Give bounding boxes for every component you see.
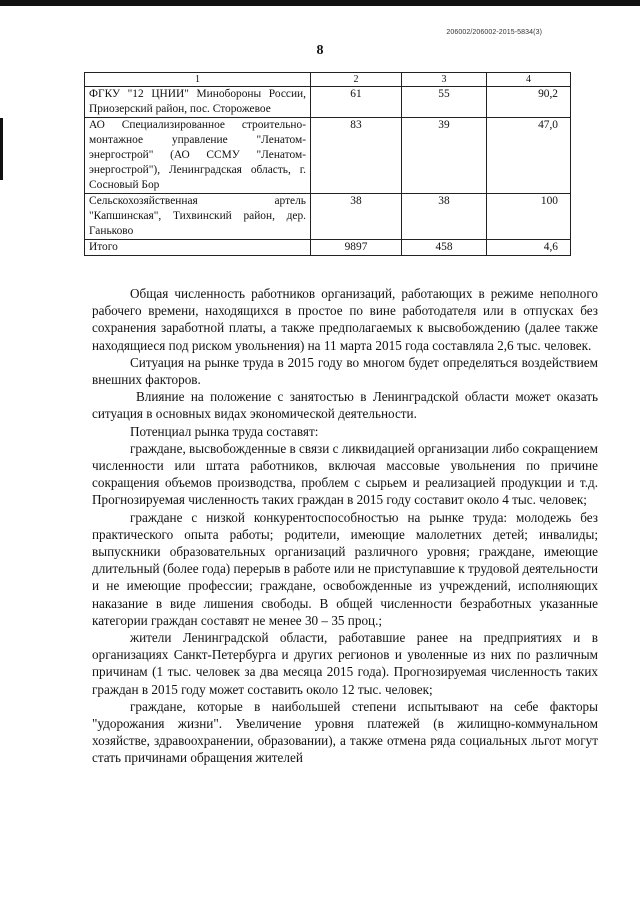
paragraph: граждане с низкой конкурентоспособностью на рынке труда: молодежь без практического опыта работы; родители, имеющие малолетних детей; инвалиды; выпускники образовательных организаций различного уровня; граждане, имеющие длительный (более года) перерыв в работе или не приступавшие к трудовой деятельности и не имеющие профессии; граждане, освобожденные из учреждений, исполняющих наказание в виде лишения свободы. В общей численности безработных указанные категории граждан составят не менее 30 – 35 проц.;: [92, 509, 598, 628]
column-header: 2: [311, 73, 402, 87]
paragraph: граждане, высвобожденные в связи с ликвидацией организации либо сокращением численности или штата работников, включая массовые увольнения по причине сокращения объемов производства, проблем с сырьем и реализацией продукции и т.д. Прогнозируемая численность таких граждан в 2015 году составит около 4 тыс. человек;: [92, 440, 598, 508]
column-header: 3: [402, 73, 487, 87]
table-cell: 458: [402, 240, 487, 256]
employment-table: [84, 72, 571, 256]
table-cell: 61: [311, 87, 402, 118]
body-text: [92, 285, 598, 767]
table-cell: 39: [402, 118, 487, 194]
table-cell: 100: [487, 194, 571, 240]
column-header: 4: [487, 73, 571, 87]
table-row: [85, 194, 571, 240]
table-cell: 55: [402, 87, 487, 118]
table-cell: 9897: [311, 240, 402, 256]
organization-name: ФГКУ "12 ЦНИИ" Минобороны России, Приозерский район, пос. Сторожевое: [85, 87, 311, 118]
paragraph: Потенциал рынка труда составят:: [130, 423, 319, 439]
table-cell: 38: [311, 194, 402, 240]
paragraph: Ситуация на рынке труда в 2015 году во многом будет определяться воздействием внешних факторов.: [92, 354, 598, 388]
table-cell: 47,0: [487, 118, 571, 194]
paragraph: Влияние на положение с занятостью в Ленинградской области может оказать ситуация в основных видах экономической деятельности.: [92, 389, 598, 422]
column-header: 1: [85, 73, 311, 87]
table-row: [85, 118, 571, 194]
table-cell: 90,2: [487, 87, 571, 118]
organization-name: Сельскохозяйственная артель "Капшинская", Тихвинский район, дер. Ганьково: [85, 194, 311, 240]
table-row: [85, 87, 571, 118]
paragraph: Общая численность работников организаций, работающих в режиме неполного рабочего времени, находящихся в простое по вине работодателя или в отпусках без сохранения заработной платы, а также предполагаемых к высвобождению (далее также находящиеся под риском увольнения) на 11 марта 2015 года составляла 2,6 тыс. человек.: [92, 286, 598, 353]
table-cell: 83: [311, 118, 402, 194]
paragraph: жители Ленинградской области, работавшие ранее на предприятиях и в организациях Санкт-Петербурга и других регионов и уволенные из них по различным причинам (1 тыс. человек за два месяца 2015 года). Прогнозируемая численность таких граждан в 2015 году может составить около 12 тыс. человек;: [92, 630, 598, 697]
document-code: 206002/206002-2015-5834(3): [446, 29, 542, 36]
table-cell: 4,6: [487, 240, 571, 256]
organization-name: АО Специализированное строительно-монтажное управление "Ленатом-энергострой" (АО ССМУ "Ленатом-энергострой"), Ленинградская область, г. Сосновый Бор: [85, 118, 311, 194]
table-cell: 38: [402, 194, 487, 240]
left-scan-mark: [0, 118, 3, 180]
page-number: 8: [316, 43, 324, 58]
total-label: Итого: [85, 240, 311, 256]
paragraph: граждане, которые в наибольшей степени испытывают на себе факторы "удорожания жизни". Увеличение уровня платежей (в жилищно-коммунальном хозяйстве, здравоохранении, образовании), а также отмена ряда социальных льгот могут стать причинами обращения жителей: [92, 698, 598, 766]
table-total-row: [85, 240, 571, 256]
table-header-row: [85, 73, 571, 87]
top-scan-border: [0, 0, 640, 6]
